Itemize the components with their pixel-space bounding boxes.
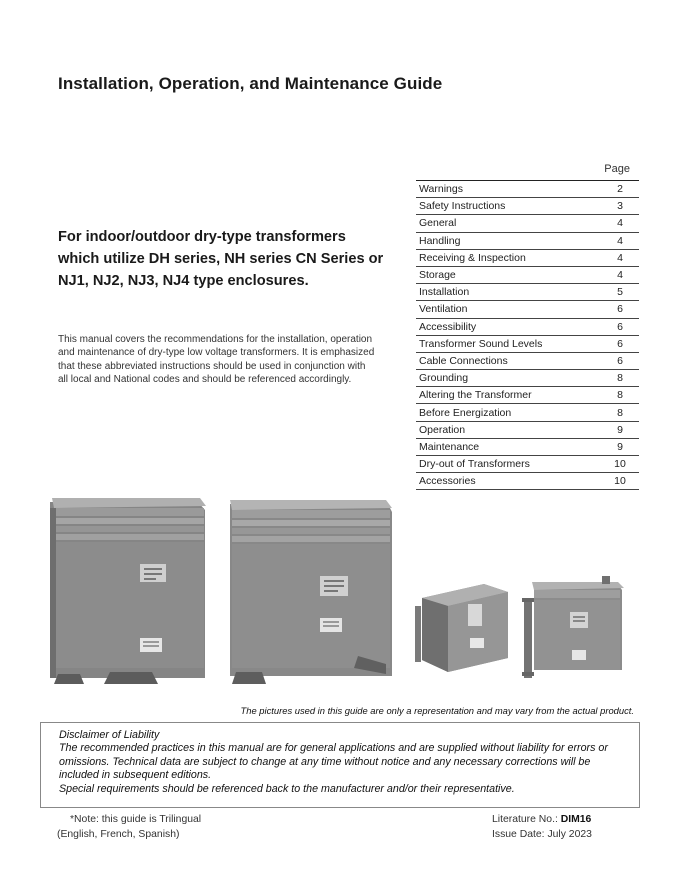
transformer-image-large-1 <box>50 498 206 684</box>
toc-row <box>416 267 639 284</box>
toc-row <box>416 353 639 370</box>
toc-row <box>416 370 639 387</box>
toc-page-number: 6 <box>617 303 623 316</box>
literature-number <box>492 812 592 827</box>
toc-page-number: 3 <box>617 200 623 213</box>
toc-page-number: 2 <box>617 183 623 196</box>
table-of-contents <box>416 180 639 490</box>
toc-label: Operation <box>419 423 466 436</box>
toc-label: Safety Instructions <box>419 200 506 213</box>
toc-page-header: Page <box>604 163 630 175</box>
toc-row <box>416 336 639 353</box>
toc-page-number: 10 <box>614 458 626 471</box>
literature-label: Literature No.: <box>492 814 561 825</box>
toc-label: Cable Connections <box>419 354 508 367</box>
toc-label: Receiving & Inspection <box>419 251 526 264</box>
document-title: Installation, Operation, and Maintenance Guide <box>58 74 443 93</box>
disclaimer-footer: Special requirements should be referenced back to the manufacturer and/or their representative. <box>59 782 515 795</box>
toc-row <box>416 456 639 473</box>
toc-page-number: 6 <box>617 354 623 367</box>
toc-row <box>416 301 639 318</box>
toc-label: Dry-out of Transformers <box>419 458 530 471</box>
toc-label: Warnings <box>419 183 463 196</box>
toc-label: Before Energization <box>419 406 512 419</box>
trilingual-note-line2: (English, French, Spanish) <box>57 829 180 840</box>
toc-label: Ventilation <box>419 303 468 316</box>
toc-label: Accessories <box>419 475 476 488</box>
intro-paragraph: This manual covers the recommendations for the installation, operation and maintenance of dry-type low voltage transformers. It is emphasized that these abbreviated instructions should be used in conjunction with all local and National codes and should be referenced accordingly. <box>58 334 375 386</box>
toc-page-number: 8 <box>617 389 623 402</box>
toc-row <box>416 439 639 456</box>
toc-label: Handling <box>419 234 461 247</box>
toc-page-number: 4 <box>617 251 623 264</box>
transformer-image-small-2 <box>522 576 624 678</box>
disclaimer-body: The recommended practices in this manual are for general applications and are supplied without liability for errors or omissions. Technical data are subject to change at any time without notice and any necessary corrections will be included in subsequent editions. <box>59 742 608 782</box>
toc-page-number: 4 <box>617 234 623 247</box>
toc-label: Maintenance <box>419 440 480 453</box>
toc-row <box>416 319 639 336</box>
toc-row <box>416 404 639 421</box>
trilingual-note-line1: *Note: this guide is Trilingual <box>70 814 202 825</box>
toc-row <box>416 181 639 198</box>
transformer-image-small-1 <box>415 584 508 672</box>
toc-label: Installation <box>419 286 470 299</box>
toc-page-number: 4 <box>617 217 623 230</box>
toc-row <box>416 387 639 404</box>
trilingual-note <box>57 812 202 842</box>
toc-row <box>416 198 639 215</box>
toc-page-number: 6 <box>617 320 623 333</box>
toc-label: Accessibility <box>419 320 477 333</box>
toc-page-number: 4 <box>617 269 623 282</box>
photo-caption: The pictures used in this guide are only a representation and may vary from the actual product. <box>240 705 634 716</box>
toc-label: Transformer Sound Levels <box>419 337 543 350</box>
toc-row <box>416 233 639 250</box>
transformer-image-large-2 <box>230 500 392 684</box>
toc-page-number: 8 <box>617 372 623 385</box>
transformer-photos <box>40 488 640 698</box>
toc-page-number: 9 <box>617 423 623 436</box>
toc-label: Grounding <box>419 372 469 385</box>
toc-page-number: 10 <box>614 475 626 488</box>
toc-page-number: 6 <box>617 337 623 350</box>
toc-row <box>416 250 639 267</box>
toc-page-number: 5 <box>617 286 623 299</box>
issue-date: Issue Date: July 2023 <box>492 829 592 840</box>
toc-label: General <box>419 217 457 230</box>
toc-row <box>416 284 639 301</box>
toc-page-number: 9 <box>617 440 623 453</box>
literature-info <box>492 812 592 842</box>
subheading: For indoor/outdoor dry-type transformers which utilize DH series, NH series CN Series or NJ1, NJ2, NJ3, NJ4 type enclosures. <box>58 229 384 289</box>
toc-page-number: 8 <box>617 406 623 419</box>
disclaimer-heading: Disclaimer of Liability <box>59 729 160 741</box>
toc-row <box>416 215 639 232</box>
literature-code: DIM16 <box>560 814 592 825</box>
toc-row <box>416 422 639 439</box>
disclaimer-box <box>40 722 640 808</box>
toc-label: Altering the Transformer <box>419 389 532 402</box>
toc-label: Storage <box>419 269 456 282</box>
